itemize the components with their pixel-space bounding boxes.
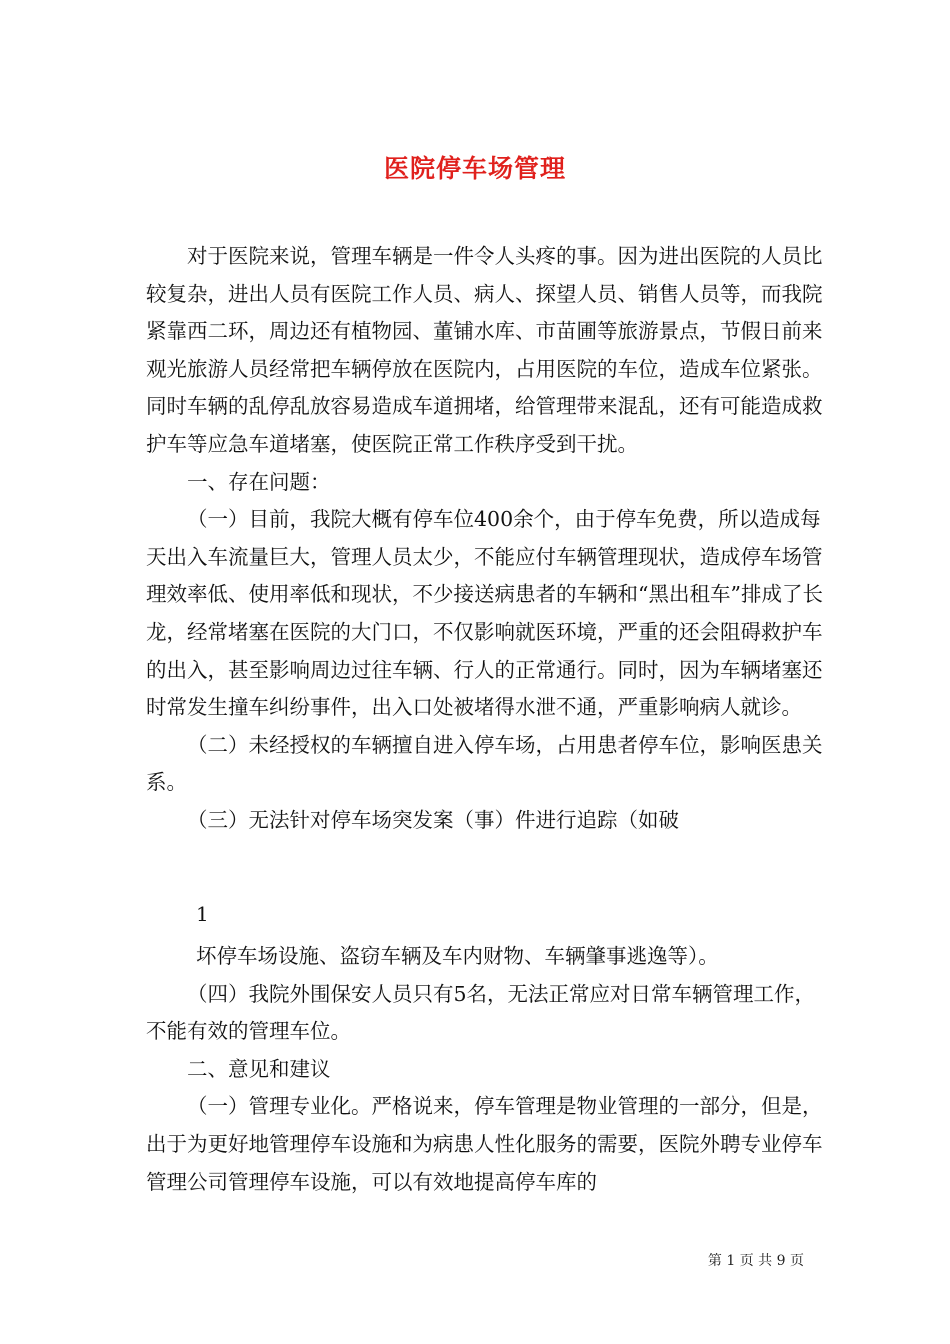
section-heading: 一、存在问题： xyxy=(187,469,331,494)
paragraph: （一）管理专业化。严格说来，停车管理是物业管理的一部分，但是，出于为更好地管理停车设施和为病患人性化服务的需要，医院外聘专业停车管理公司管理停车设施，可以有效地提高停车库的 xyxy=(146,1094,823,1194)
paragraph: （三）无法针对停车场突发案（事）件进行追踪（如破 xyxy=(187,807,679,832)
page-number-marker: 1 xyxy=(196,902,209,926)
paragraph: （一）目前，我院大概有停车位400余个，由于停车免费，所以造成每天出入车流量巨大，管理人员太少，不能应付车辆管理现状，造成停车场管理效率低、使用率低和现状，不少接送病患者的车辆和“黑出租车”排成了长龙，经常堵塞在医院的大门口，不仅影响就医环境，严重的还会阻碍救护车的出入，甚至影响周边过往车辆、行人的正常通行。同时，因为车辆堵塞还时常发生撞车纠纷事件，出入口处被堵得水泄不通，严重影响病人就诊。 xyxy=(146,507,823,720)
body-text-block-continued xyxy=(146,938,824,1201)
section-heading: 二、意见和建议 xyxy=(187,1056,331,1081)
page-footer: 第 1 页 共 9 页 xyxy=(707,1253,804,1269)
body-text-block xyxy=(146,238,824,840)
document-title: 医院停车场管理 xyxy=(383,153,566,183)
paragraph: （二）未经授权的车辆擅自进入停车场，占用患者停车位，影响医患关系。 xyxy=(146,732,823,795)
paragraph: （四）我院外围保安人员只有5名，无法正常应对日常车辆管理工作，不能有效的管理车位。 xyxy=(146,981,816,1044)
paragraph: 对于医院来说，管理车辆是一件令人头疼的事。因为进出医院的人员比较复杂，进出人员有医院工作人员、病人、探望人员、销售人员等，而我院紧靠西二环，周边还有植物园、董铺水库、市苗圃等旅游景点，节假日前来观光旅游人员经常把车辆停放在医院内，占用医院的车位，造成车位紧张。同时车辆的乱停乱放容易造成车道拥堵，给管理带来混乱，还有可能造成救护车等应急车道堵塞，使医院正常工作秩序受到干扰。 xyxy=(146,244,823,456)
paragraph: 坏停车场设施、盗窃车辆及车内财物、车辆肇事逃逸等）。 xyxy=(196,944,719,968)
